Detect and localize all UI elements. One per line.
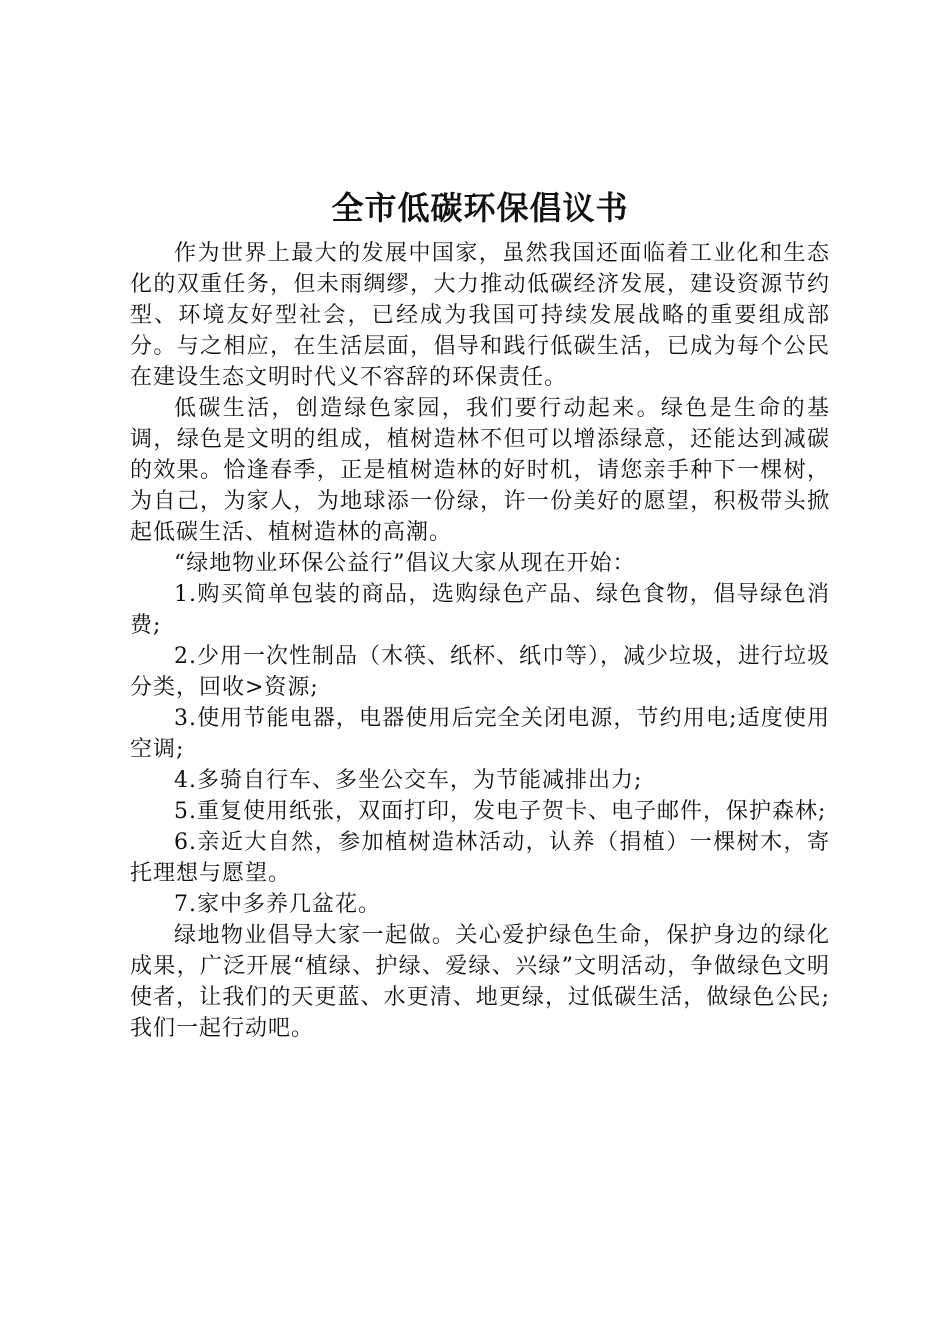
proposal-item-1: 1.购买简单包装的商品，选购绿色产品、绿色食物，倡导绿色消费; — [130, 582, 830, 638]
proposal-item-5: 5.重复使用纸张，双面打印，发电子贺卡、电子邮件，保护森林; — [174, 799, 827, 824]
proposal-item-6: 6.亲近大自然，参加植树造林活动，认养（捐植）一棵树木，寄托理想与愿望。 — [130, 830, 830, 886]
proposal-item-2: 2.少用一次性制品（木筷、纸杯、纸巾等），减少垃圾，进行垃圾分类，回收>资源; — [130, 644, 830, 700]
paragraph-proposal-lead: “绿地物业环保公益行”倡议大家从现在开始： — [174, 551, 636, 576]
proposal-item-7: 7.家中多养几盆花。 — [174, 892, 381, 917]
document-page — [130, 186, 830, 1044]
paragraph-low-carbon-life: 低碳生活，创造绿色家园，我们要行动起来。绿色是生命的基调，绿色是文明的组成，植树造林不但可以增添绿意，还能达到减碳的效果。恰逢春季，正是植树造林的好时机，请您亲手种下一棵树，为自己，为家人，为地球添一份绿，许一份美好的愿望，积极带头掀起低碳生活、植树造林的高潮。 — [130, 396, 830, 545]
paragraph-closing: 绿地物业倡导大家一起做。关心爱护绿色生命，保护身边的绿化成果，广泛开展“植绿、护绿、爱绿、兴绿”文明活动，争做绿色文明使者，让我们的天更蓝、水更清、地更绿，过低碳生活，做绿色公民;我们一起行动吧。 — [130, 923, 830, 1041]
document-title: 全市低碳环保倡议书 — [331, 189, 629, 227]
proposal-item-4: 4.多骑自行车、多坐公交车，为节能减排出力; — [174, 768, 643, 793]
proposal-item-3: 3.使用节能电器，电器使用后完全关闭电源，节约用电;适度使用空调; — [130, 706, 830, 762]
paragraph-intro: 作为世界上最大的发展中国家，虽然我国还面临着工业化和生态化的双重任务，但未雨绸缪，大力推动低碳经济发展，建设资源节约型、环境友好型社会，已经成为我国可持续发展战略的重要组成部分。与之相应，在生活层面，倡导和践行低碳生活，已成为每个公民在建设生态文明时代义不容辞的环保责任。 — [130, 241, 830, 390]
